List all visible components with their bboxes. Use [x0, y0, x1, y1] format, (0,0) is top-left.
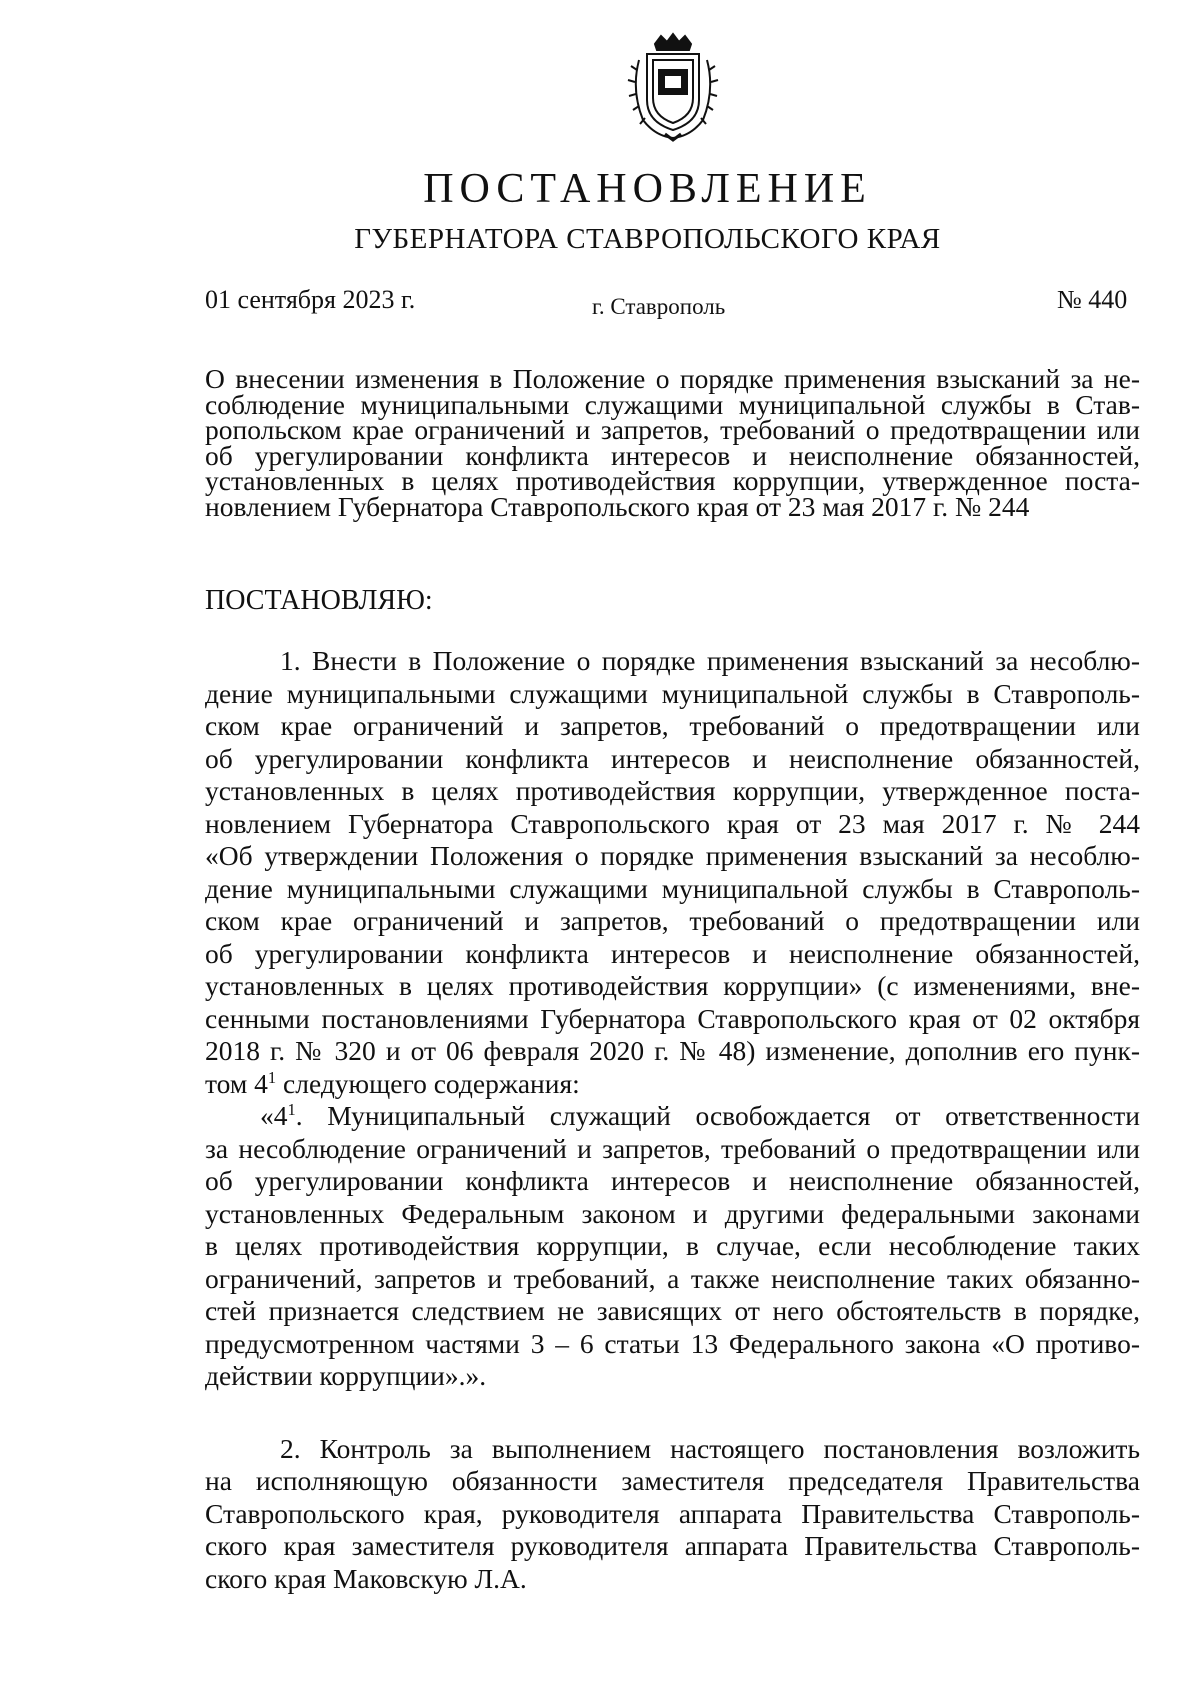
document-heading: [205, 363, 1140, 522]
superscript: 1: [267, 1067, 277, 1087]
quote-line: стей признается следствием не зависящих от него обстоятельств в порядке,: [205, 1295, 1140, 1326]
heading-line: ропольском крае ограничений и запретов, требований о предотвращении или: [205, 414, 1140, 445]
paragraph-1-last-before: том 4: [205, 1067, 268, 1099]
heading-line: соблюдение муниципальными служащими муниципальной службы в Став-: [205, 388, 1140, 420]
quote-first-after: . Муниципальный служащий освобождается от ответственности: [295, 1100, 1140, 1131]
issuing-authority: ГУБЕРНАТОРА СТАВРОПОЛЬСКОГО КРАЯ: [354, 223, 941, 255]
paragraph-1-line: новлением Губернатора Ставропольского края от 23 мая 2017 г. № 244: [205, 807, 1140, 839]
paragraph-gap: [205, 1393, 1140, 1433]
paragraph-1-line: «Об утверждении Положения о порядке применения взысканий за несоблю-: [205, 840, 1140, 871]
superscript: 1: [287, 1099, 296, 1119]
paragraph-2-line: ского края Маковскую Л.А.: [205, 1562, 527, 1594]
paragraph-1-line: дение муниципальными служащими муниципальной службы в Ставрополь-: [205, 872, 1140, 904]
quote-line: предусмотренном частями 3 – 6 статьи 13 Федерального закона «О противо-: [205, 1327, 1140, 1359]
paragraph-1-line: ском крае ограничений и запретов, требований о предотвращении или: [205, 905, 1140, 936]
heading-line: об урегулировании конфликта интересов и неисполнение обязанностей,: [205, 439, 1140, 471]
paragraph-1-line: об урегулировании конфликта интересов и неисполнение обязанностей,: [205, 742, 1140, 774]
paragraph-2-line: Ставропольского края, руководителя аппарата Правительства Ставрополь-: [205, 1497, 1140, 1529]
paragraph-1-line: установленных в целях противодействия коррупции» (с изменениями, вне-: [205, 970, 1140, 1001]
paragraph-1-line: дение муниципальными служащими муниципальной службы в Ставрополь-: [205, 677, 1140, 709]
quote-line: действии коррупции».».: [205, 1360, 487, 1391]
paragraph-1-last-line: [205, 1068, 1140, 1101]
paragraph-1-line: ском крае ограничений и запретов, требований о предотвращении или: [205, 710, 1140, 741]
document-number: № 440: [1057, 285, 1128, 314]
quote-line: об урегулировании конфликта интересов и неисполнение обязанностей,: [205, 1165, 1140, 1196]
document-date: 01 сентября 2023 г.: [205, 285, 416, 314]
heading-line: установленных в целях противодействия коррупции, утвержденное поста-: [205, 465, 1140, 496]
heading-line: новлением Губернатора Ставропольского края от 23 мая 2017 г. № 244: [205, 490, 1030, 522]
quote-line: за несоблюдение ограничений и запретов, требований о предотвращении или: [205, 1132, 1140, 1164]
paragraph-1-line: установленных в целях противодействия коррупции, утвержденное поста-: [205, 775, 1140, 806]
paragraph-1-line: 1. Внести в Положение о порядке применения взысканий за несоблю-: [280, 645, 1140, 676]
document-type-title: ПОСТАНОВЛЕНИЕ: [423, 166, 872, 212]
paragraph-2-line: ского края заместителя руководителя аппарата Правительства Ставрополь-: [205, 1530, 1140, 1561]
quote-first-line: [205, 1100, 1140, 1133]
coat-of-arms-icon: [625, 30, 721, 142]
paragraph-1-line: об урегулировании конфликта интересов и неисполнение обязанностей,: [205, 937, 1140, 969]
document-body: [205, 645, 1140, 1595]
paragraph-1-line: 2018 г. № 320 и от 06 февраля 2020 г. № 48) изменение, дополнив его пунк-: [205, 1035, 1140, 1066]
paragraph-1-last-after: следующего содержания:: [276, 1067, 580, 1099]
heading-line: О внесении изменения в Положение о порядке применения взысканий за не-: [205, 363, 1140, 394]
decree-word: ПОСТАНОВЛЯЮ:: [205, 585, 433, 616]
quote-line: в целях противодействия коррупции, в случае, если несоблюдение таких: [205, 1230, 1140, 1261]
quote-first-before: «4: [260, 1100, 288, 1131]
quote-line: ограничений, запретов и требований, а также неисполнение таких обязанно-: [205, 1262, 1140, 1294]
paragraph-2-line: 2. Контроль за выполнением настоящего постановления возложить: [280, 1432, 1140, 1464]
paragraph-1-line: сенными постановлениями Губернатора Ставропольского края от 02 октября: [205, 1002, 1140, 1034]
document-city: г. Ставрополь: [592, 294, 726, 319]
paragraph-2-line: на исполняющую обязанности заместителя председателя Правительства: [205, 1465, 1140, 1496]
quote-line: установленных Федеральным законом и другими федеральными законами: [205, 1197, 1140, 1229]
